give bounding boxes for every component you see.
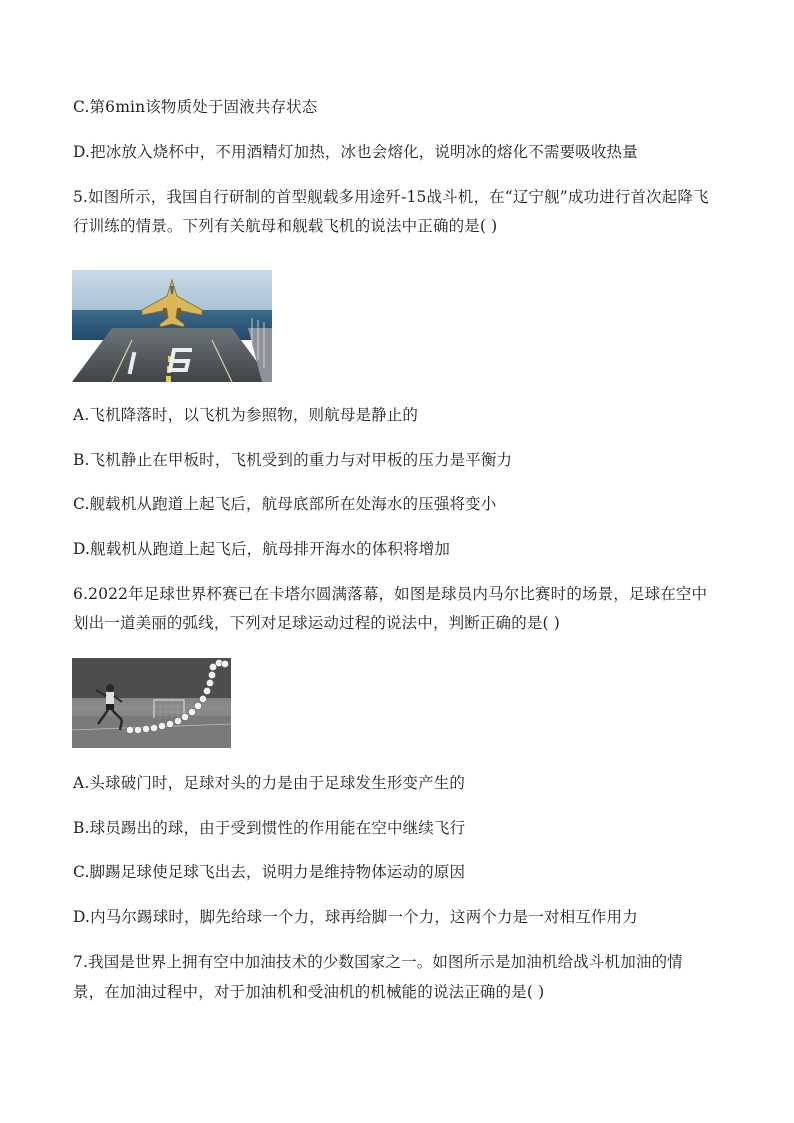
- carrier-jet-photo: [72, 270, 272, 382]
- question-6-option-c: C.脚踢足球使足球飞出去，说明力是维持物体运动的原因: [73, 863, 466, 881]
- question-5-option-c: C.舰载机从跑道上起飞后，航母底部所在处海水的压强将变小: [73, 495, 497, 513]
- question-6-stem-line2: 划出一道美丽的弧线，下列对足球运动过程的说法中，判断正确的是( ): [73, 614, 560, 632]
- question-6-option-d: D.内马尔踢球时，脚先给球一个力，球再给脚一个力，这两个力是一对相互作用力: [73, 908, 638, 926]
- question-6-option-a: A.头球破门时，足球对头的力是由于足球发生形变产生的: [73, 774, 466, 792]
- question-7-stem-line2: 景，在加油过程中，对于加油机和受油机的机械能的说法正确的是( ): [73, 983, 545, 1001]
- question-5-option-d: D.舰载机从跑道上起飞后，航母排开海水的体积将增加: [73, 540, 451, 558]
- question-7-stem-line1: 7.我国是世界上拥有空中加油技术的少数国家之一。如图所示是加油机给战斗机加油的情: [73, 953, 683, 971]
- question-6-option-b: B.球员踢出的球，由于受到惯性的作用能在空中继续飞行: [73, 819, 466, 837]
- question-5-option-b: B.飞机静止在甲板时，飞机受到的重力与对甲板的压力是平衡力: [73, 451, 513, 469]
- option-prev-c: C.第6min该物质处于固液共存状态: [73, 98, 318, 116]
- question-6-stem-line1: 6.2022年足球世界杯赛已在卡塔尔圆满落幕，如图是球员内马尔比赛时的场景，足球在空中: [73, 585, 708, 603]
- question-5-stem-line2: 行训练的情景。下列有关航母和舰载飞机的说法中正确的是( ): [73, 217, 498, 235]
- option-prev-d: D.把冰放入烧杯中，不用酒精灯加热，冰也会熔化，说明冰的熔化不需要吸收热量: [73, 143, 638, 161]
- soccer-kick-photo: [72, 658, 231, 748]
- question-5-stem-line1: 5.如图所示，我国自行研制的首型舰载多用途歼-15战斗机，在“辽宁舰”成功进行首次起降飞: [73, 188, 709, 206]
- question-5-option-a: A.飞机降落时，以飞机为参照物，则航母是静止的: [73, 406, 419, 424]
